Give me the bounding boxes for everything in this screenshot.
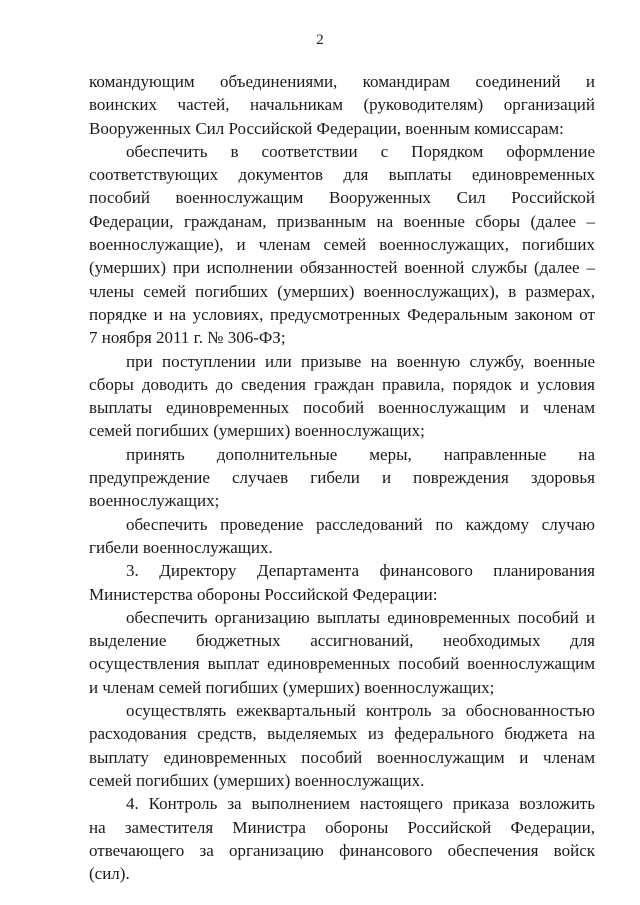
text-line: принять дополнительные меры, направленные на [126,444,595,464]
text-line: 3. Директору Департамента финансового планирования [126,561,595,581]
text-line: сборы доводить до сведения граждан правила, порядок и условия [89,374,595,394]
text-line: 7 ноября 2011 г. № 306-ФЗ; [89,328,286,348]
page-number: 2 [316,32,324,48]
text-line: выплаты единовременных пособий военнослужащим и членам [89,398,595,418]
text-line: обеспечить в соответствии с Порядком оформление [126,141,595,161]
text-line: командующим объединениями, командирам соединений и [89,72,595,91]
text-line: семей погибших (умерших) военнослужащих; [89,421,425,441]
text-line: Вооруженных Сил Российской Федерации, военным комиссарам: [89,118,564,138]
text-line: осуществления выплат единовременных пособий военнослужащим [89,654,595,674]
text-line: (умерших) при исполнении обязанностей военной службы (далее – [89,258,595,278]
text-line: члены семей погибших (умерших) военнослужащих), в размерах, [89,281,595,301]
text-line: порядке и на условиях, предусмотренных Федеральным законом от [89,304,595,324]
text-line: 4. Контроль за выполнением настоящего приказа возложить [126,794,595,814]
text-line: (сил). [89,864,130,884]
text-line: отвечающего за организацию финансового обеспечения войск [89,840,595,860]
text-line: Федерации, гражданам, призванным на военные сборы (далее – [89,211,595,231]
text-line: при поступлении или призыве на военную службу, военные [126,351,595,371]
text-line: выделение бюджетных ассигнований, необходимых для [89,631,595,651]
text-line: предупреждение случаев гибели и повреждения здоровья [89,468,595,488]
text-line: обеспечить проведение расследований по каждому случаю [126,514,595,534]
text-line: обеспечить организацию выплаты единовременных пособий и [126,607,595,627]
text-line: пособий военнослужащим Вооруженных Сил Российской [89,188,595,208]
text-line: расходования средств, выделяемых из федерального бюджета на [89,724,595,744]
text-line: и членам семей погибших (умерших) военнослужащих; [89,677,495,697]
text-line: выплату единовременных пособий военнослужащим и членам [89,747,595,767]
text-line: осуществлять ежеквартальный контроль за обоснованностью [126,701,595,721]
text-line: военнослужащие), и членам семей военнослужащих, погибших [89,235,595,255]
text-line: гибели военнослужащих. [89,537,273,557]
text-line: Министерства обороны Российской Федерации: [89,584,438,604]
text-line: воинских частей, начальникам (руководителям) организаций [89,95,595,115]
text-line: соответствующих документов для выплаты единовременных [89,165,595,185]
document-body [89,70,595,885]
text-line: семей погибших (умерших) военнослужащих. [89,770,425,790]
text-line: на заместителя Министра обороны Российской Федерации, [89,817,595,837]
text-line: военнослужащих; [89,491,220,511]
